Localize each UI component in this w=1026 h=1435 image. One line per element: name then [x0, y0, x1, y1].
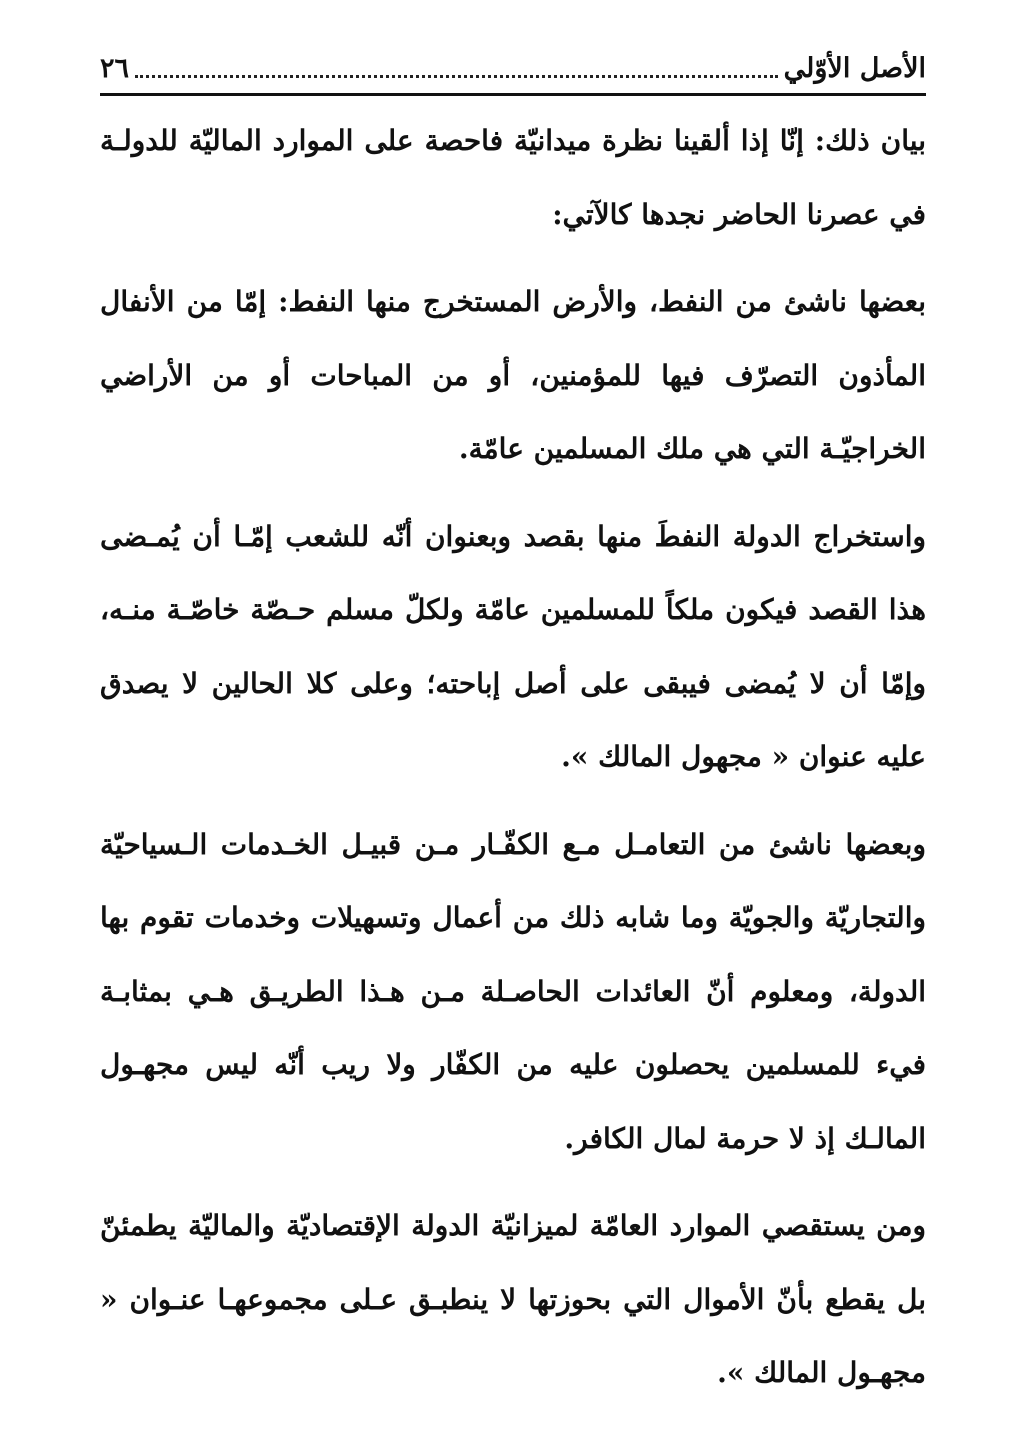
paragraph-dealings-with-non-muslims: وبعضها ناشئ من التعامـل مـع الكفّـار مـن قبيـل الخـدمات الـسياحيّة والتجاريّة والجويّة وما شابه ذلك من أعمال وتسهيلات وخدمات تقوم بها الدولة، ومعلوم أنّ العائدات الحاصـلة مـن هـذا الطريـق هـي بمثابـة فيء للمسلمين يحصلون عليه من الكفّار ولا ريب أنّه ليس مجهـول المالـك إذ لا حرمة لمال الكافر.	[100, 827, 926, 1155]
paragraph-oil-sources: بعضها ناشئ من النفط، والأرض المستخرج منها النفط: إمّا من الأنفال المأذون التصرّف فيها للمؤمنين، أو من المباحات أو من الأراضي الخراجيّـة التي هي ملك المسلمين عامّة.	[100, 285, 926, 465]
chapter-title: الأصل الأوّلي	[783, 52, 926, 84]
header-rule	[100, 93, 926, 96]
paragraph-conclusion: ومن يستقصي الموارد العامّة لميزانيّة الدولة الإقتصاديّة والماليّة يطمئنّ بل يقطع بأنّ الأموال التي بحوزتها لا ينطبـق عـلى مجموعهـا عنـوان « مجهـول المالك ».	[100, 1209, 926, 1389]
paragraph-intro: بيان ذلك: إنّا إذا ألقينا نظرة ميدانيّة فاحصة على الموارد الماليّة للدولـة في عصرنا الحاضر نجدها كالآتي:	[100, 124, 926, 231]
page-number: ٢٦	[100, 52, 130, 84]
paragraph-oil-extraction: واستخراج الدولة النفطَ منها بقصد وبعنوان أنّه للشعب إمّـا أن يُمـضى هذا القصد فيكون ملكاً للمسلمين عامّة ولكلّ مسلم حـصّة خاصّـة منـه، وإمّا أن لا يُمضى فيبقى على أصل إباحته؛ وعلى كلا الحالين لا يصدق عليه عنوان « مجهول المالك ».	[100, 519, 926, 773]
running-header	[100, 42, 926, 94]
leader-dots	[135, 75, 778, 78]
body-text	[100, 104, 926, 1424]
